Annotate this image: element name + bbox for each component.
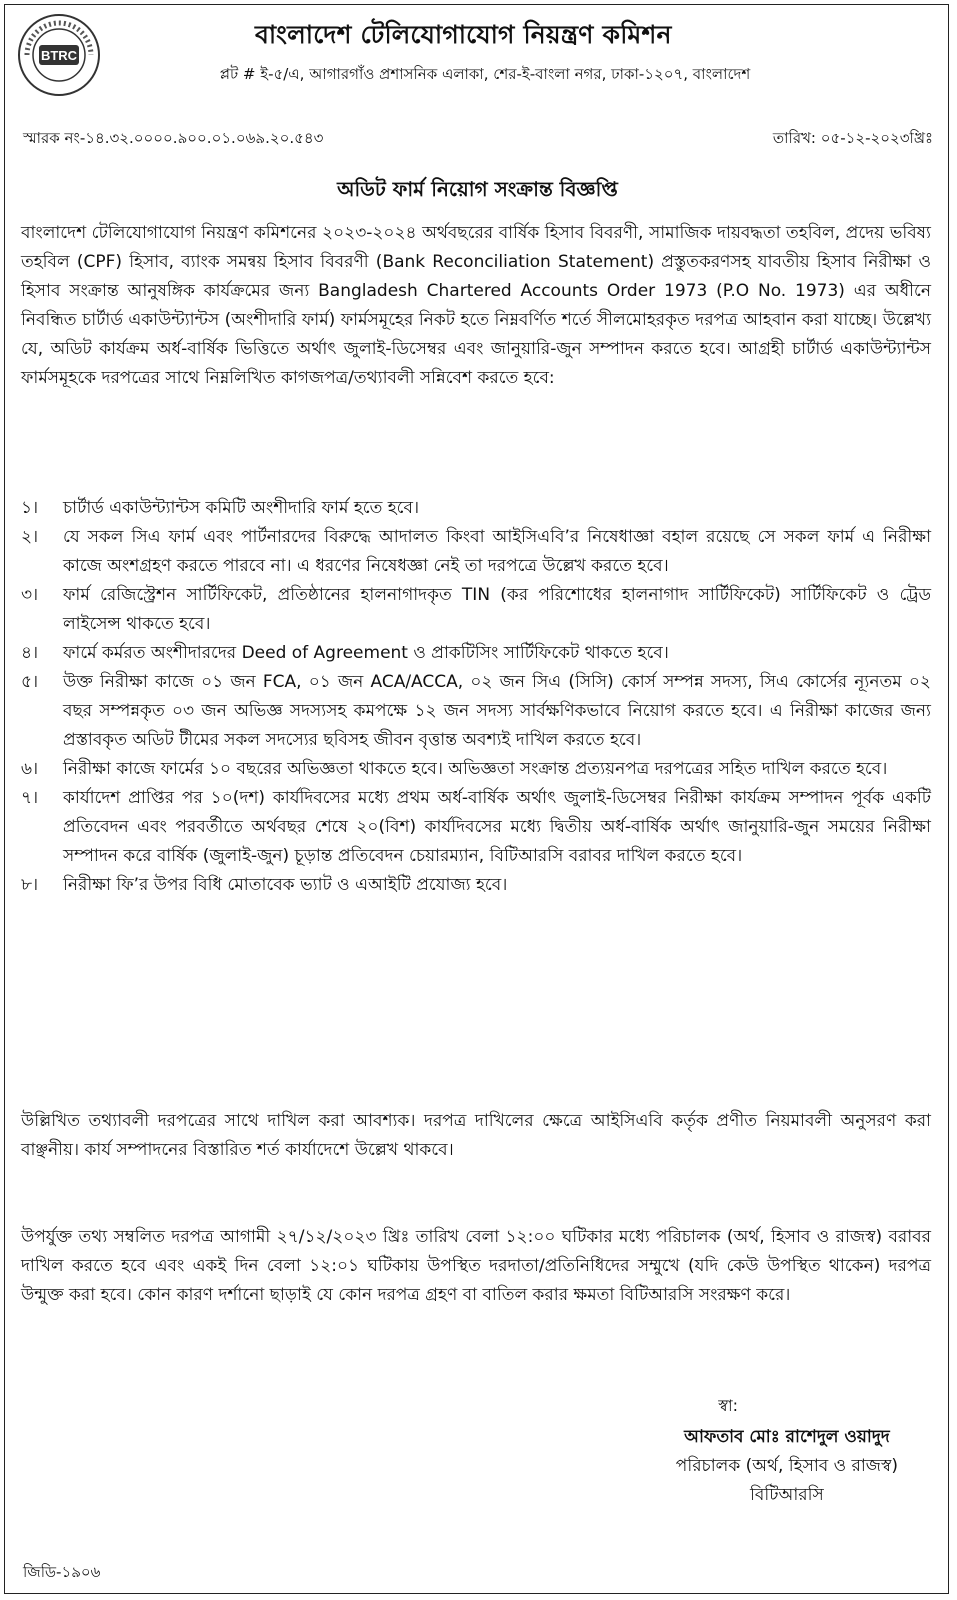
item-text: নিরীক্ষা কাজে ফার্মের ১০ বছরের অভিজ্ঞতা থাকতে হবে। অভিজ্ঞতা সংক্রান্ত প্রত্যয়নপত্র দরপত্রের সহিত দাখিল করতে হবে। xyxy=(63,759,888,779)
item-text: নিরীক্ষা ফি’র উপর বিধি মোতাবেক ভ্যাট ও এআইটি প্রযোজ্য হবে। xyxy=(63,875,508,895)
signatory-office: বিটিআরসি xyxy=(750,1485,824,1505)
signatory-designation: পরিচালক (অর্থ, হিসাব ও রাজস্ব) xyxy=(675,1456,898,1476)
item-text: উক্ত নিরীক্ষা কাজে ০১ জন FCA, ০১ জন ACA/ACCA, ০২ জন সিএ (সিসি) কোর্স সম্পন্ন সদস্য, সিএ কোর্সের ন্যূনতম ০২ বছর সম্পন্নকৃত ০৩ জন অভিজ্ঞ সদস্যসহ কমপক্ষে ১২ জন সদস্য সার্বক্ষণিকভাবে নিয়োগ করতে হবে। এ নিরীক্ষা কাজের জন্য প্রস্তাবকৃত অডিট টীমের সকল সদস্যের ছবিসহ জীবন বৃত্তান্ত অবশ্যই দাখিল করতে হবে। xyxy=(63,672,931,750)
org-title: বাংলাদেশ টেলিযোগাযোগ নিয়ন্ত্রণ কমিশন xyxy=(255,20,672,49)
item-number: ৫। xyxy=(21,672,39,692)
item-number: ৪। xyxy=(21,643,39,663)
condition-list xyxy=(21,494,931,900)
list-item xyxy=(21,871,931,900)
list-item xyxy=(21,523,931,581)
item-number: ৬। xyxy=(21,759,39,779)
list-item xyxy=(21,639,931,668)
item-number: ৩। xyxy=(21,585,39,605)
memo-date: তারিখ: ০৫-১২-২০২৩খ্রিঃ xyxy=(772,129,933,147)
item-text: ফার্মে কর্মরত অংশীদারদের Deed of Agreement ও প্রাকটিসিং সার্টিফিকেট থাকতে হবে। xyxy=(63,643,669,663)
item-text: চার্টার্ড একাউন্ট্যান্টস কমিটি অংশীদারি ফার্ম হতে হবে। xyxy=(63,498,420,518)
memo-number: স্মারক নং-১৪.৩২.০০০০.৯০০.০১.০৬৯.২০.৫৪৩ xyxy=(23,129,324,147)
notice-page xyxy=(4,4,949,1594)
notice-title: অডিট ফার্ম নিয়োগ সংক্রান্ত বিজ্ঞপ্তি xyxy=(337,177,618,201)
item-number: ৮। xyxy=(21,875,39,895)
list-item xyxy=(21,668,931,755)
org-address: প্লট # ই-৫/এ, আগারগাঁও প্রশাসনিক এলাকা, শের-ই-বাংলা নগর, ঢাকা-১২০৭, বাংলাদেশ xyxy=(219,65,751,83)
signature-block xyxy=(676,1423,898,1510)
signature-label: স্বা: xyxy=(718,1396,738,1415)
item-number: ২। xyxy=(21,527,39,547)
btrc-logo xyxy=(17,13,101,97)
list-item xyxy=(21,784,931,871)
closing-paragraph-1: উল্লিখিত তথ্যাবলী দরপত্রের সাথে দাখিল করা আবশ্যক। দরপত্র দাখিলের ক্ষেত্রে আইসিএবি কর্তৃক প্রণীত নিয়মাবলী অনুসরণ করা বাঞ্ছনীয়। কার্য সম্পাদনের বিস্তারিত শর্ত কার্যাদেশে উল্লেখ থাকবে। xyxy=(21,1111,931,1160)
item-number: ১। xyxy=(21,498,39,518)
list-item xyxy=(21,494,931,523)
document-code: জিডি-১৯০৬ xyxy=(23,1563,101,1581)
logo-text: BTRC xyxy=(40,48,78,63)
list-item xyxy=(21,581,931,639)
item-text: কার্যাদেশ প্রাপ্তির পর ১০(দশ) কার্যদিবসের মধ্যে প্রথম অর্ধ-বার্ষিক অর্থাৎ জুলাই-ডিসেম্বর নিরীক্ষা কার্যক্রম সম্পাদন পূর্বক একটি প্রতিবেদন এবং পরবর্তীতে অর্থবছর শেষে ২০(বিশ) কার্যদিবসের মধ্যে দ্বিতীয় অর্ধ-বার্ষিক অর্থাৎ জানুয়ারি-জুন সময়ের নিরীক্ষা সম্পাদন করে বার্ষিক (জুলাই-জুন) চূড়ান্ত প্রতিবেদন চেয়ারম্যান, বিটিআরসি বরাবর দাখিল করতে হবে। xyxy=(63,788,931,866)
list-item xyxy=(21,755,931,784)
closing-paragraph-2: উপর্যুক্ত তথ্য সম্বলিত দরপত্র আগামী ২৭/১২/২০২৩ খ্রিঃ তারিখ বেলা ১২:০০ ঘটিকার মধ্যে পরিচালক (অর্থ, হিসাব ও রাজস্ব) বরাবর দাখিল করতে হবে এবং একই দিন বেলা ১২:০১ ঘটিকায় উপস্থিত দরদাতা/প্রতিনিধিদের সম্মুখে (যদি কেউ উপস্থিত থাকেন) দরপত্র উন্মুক্ত করা হবে। কোন কারণ দর্শানো ছাড়াই যে কোন দরপত্র গ্রহণ বা বাতিল করার ক্ষমতা বিটিআরসি সংরক্ষণ করে। xyxy=(21,1227,931,1305)
item-number: ৭। xyxy=(21,788,39,808)
item-text: যে সকল সিএ ফার্ম এবং পার্টনারদের বিরুদ্ধে আদালত কিংবা আইসিএবি’র নিষেধাজ্ঞা বহাল রয়েছে সে সকল ফার্ম এ নিরীক্ষা কাজে অংশগ্রহণ করতে পারবে না। এ ধরণের নিষেধজ্ঞা নেই তা দরপত্রে উল্লেখ করতে হবে। xyxy=(63,527,931,576)
item-text: ফার্ম রেজিস্ট্রেশন সার্টিফিকেট, প্রতিষ্ঠানের হালনাগাদকৃত TIN (কর পরিশোধের হালনাগাদ সার্টিফিকেট) সার্টিফিকেট ও ট্রেড লাইসেন্স থাকতে হবে। xyxy=(63,585,931,634)
intro-paragraph: বাংলাদেশ টেলিযোগাযোগ নিয়ন্ত্রণ কমিশনের ২০২৩-২০২৪ অর্থবছরের বার্ষিক হিসাব বিবরণী, সামাজিক দায়বদ্ধতা তহবিল, প্রদেয় ভবিষ্য তহবিল (CPF) হিসাব, ব্যাংক সমন্বয় হিসাব বিবরণী (Bank Reconciliation Statement) প্রস্তুতকরণসহ যাবতীয় হিসাব নিরীক্ষা ও হিসাব সংক্রান্ত আনুষঙ্গিক কার্যক্রমের জন্য Bangladesh Chartered Accounts Order 1973 (P.O No. 1973) এর অধীনে নিবন্ধিত চার্টার্ড একাউন্ট্যান্টস (অংশীদারি ফার্ম) ফার্মসমূহের নিকট হতে নিম্নবর্ণিত শর্তে সীলমোহরকৃত দরপত্র আহবান করা যাচ্ছে। উল্লেখ্য যে, অডিট কার্যক্রম অর্ধ-বার্ষিক ভিত্তিতে অর্থাৎ জুলাই-ডিসেম্বর এবং জানুয়ারি-জুন সম্পাদন করতে হবে। আগ্রহী চার্টার্ড একাউন্ট্যান্টস ফার্মসমূহকে দরপত্রের সাথে নিম্নলিখিত কাগজপত্র/তথ্যাবলী সন্নিবেশ করতে হবে: xyxy=(21,223,931,388)
signatory-name: আফতাব মোঃ রাশেদুল ওয়াদুদ xyxy=(684,1427,890,1447)
